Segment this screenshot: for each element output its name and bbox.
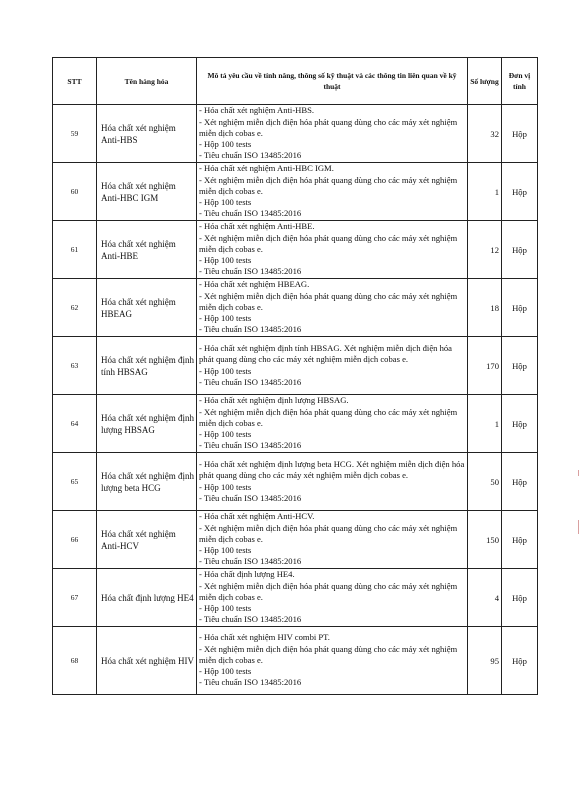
row-number: 67 <box>53 569 97 627</box>
header-quantity: Số lượng <box>468 58 502 105</box>
specification-table <box>52 57 538 695</box>
description-line: - Xét nghiệm miễn dịch điện hóa phát quang dùng cho các máy xét nghiệm miễn dịch cobas e. <box>199 406 458 428</box>
header-description: Mô tả yêu cầu về tính năng, thông số kỹ thuật và các thông tin liên quan về kỹ thuật <box>197 58 468 105</box>
row-number: 68 <box>53 627 97 695</box>
description-line: - Tiêu chuẩn ISO 13485:2016 <box>199 150 302 161</box>
item-quantity: 18 <box>468 279 502 337</box>
item-name: Hóa chất xét nghiệm Anti-HBE <box>97 221 197 279</box>
description-line: - Tiêu chuẩn ISO 13485:2016 <box>199 324 302 335</box>
description-line: - Hóa chất xét nghiệm HBEAG. <box>199 279 310 290</box>
scan-edge-mark <box>578 520 579 534</box>
description-line: - Hộp 100 tests <box>199 603 252 614</box>
table-row <box>53 453 538 511</box>
description-line: - Hóa chất xét nghiệm Anti-HCV. <box>199 511 315 522</box>
description-line: - Hộp 100 tests <box>199 666 252 677</box>
item-unit: Hộp <box>502 511 538 569</box>
row-number: 60 <box>53 163 97 221</box>
item-unit: Hộp <box>502 395 538 453</box>
item-description <box>197 569 468 627</box>
item-quantity: 1 <box>468 395 502 453</box>
item-unit: Hộp <box>502 279 538 337</box>
item-name: Hóa chất xét nghiệm định tính HBSAG <box>97 337 197 395</box>
header-item-name: Tên hàng hóa <box>97 58 197 105</box>
description-line: - Hóa chất định lượng HE4. <box>199 569 295 580</box>
item-unit: Hộp <box>502 337 538 395</box>
table-row <box>53 627 538 695</box>
item-name: Hóa chất xét nghiệm Anti-HCV <box>97 511 197 569</box>
item-name: Hóa chất xét nghiệm HBEAG <box>97 279 197 337</box>
item-unit: Hộp <box>502 163 538 221</box>
table-row <box>53 337 538 395</box>
description-line: - Tiêu chuẩn ISO 13485:2016 <box>199 208 302 219</box>
item-name: Hóa chất xét nghiệm Anti-HBC IGM <box>97 163 197 221</box>
description-line: - Xét nghiệm miễn dịch điện hóa phát quang dùng cho các máy xét nghiệm miễn dịch cobas e. <box>199 174 458 196</box>
item-unit: Hộp <box>502 221 538 279</box>
item-description <box>197 337 468 395</box>
item-name: Hóa chất xét nghiệm Anti-HBS <box>97 105 197 163</box>
row-number: 65 <box>53 453 97 511</box>
description-line: - Hóa chất xét nghiệm định lượng beta HCG. Xét nghiệm miễn dịch điện hóa phát quang dùng cho các máy xét nghiệm miễn dịch cobas e. <box>199 459 465 481</box>
table-header-row <box>53 58 538 105</box>
description-line: - Hóa chất xét nghiệm HIV combi PT. <box>199 632 330 643</box>
item-name: Hóa chất xét nghiệm định lượng beta HCG <box>97 453 197 511</box>
item-description <box>197 163 468 221</box>
item-quantity: 170 <box>468 337 502 395</box>
description-line: - Hóa chất xét nghiệm định lượng HBSAG. <box>199 395 349 406</box>
item-unit: Hộp <box>502 569 538 627</box>
table-row <box>53 511 538 569</box>
row-number: 63 <box>53 337 97 395</box>
description-line: - Hộp 100 tests <box>199 365 252 376</box>
item-quantity: 95 <box>468 627 502 695</box>
description-line: - Tiêu chuẩn ISO 13485:2016 <box>199 440 302 451</box>
scan-edge-mark <box>578 470 579 476</box>
header-stt: STT <box>53 58 97 105</box>
description-line: - Hộp 100 tests <box>199 313 252 324</box>
description-line: - Xét nghiệm miễn dịch điện hóa phát quang dùng cho các máy xét nghiệm miễn dịch cobas e. <box>199 522 458 544</box>
description-line: - Xét nghiệm miễn dịch điện hóa phát quang dùng cho các máy xét nghiệm miễn dịch cobas e. <box>199 643 458 665</box>
item-description <box>197 511 468 569</box>
header-unit: Đơn vị tính <box>502 58 538 105</box>
table-row <box>53 279 538 337</box>
item-name: Hóa chất định lượng HE4 <box>97 569 197 627</box>
table-row <box>53 163 538 221</box>
item-unit: Hộp <box>502 627 538 695</box>
table-row <box>53 221 538 279</box>
description-line: - Hộp 100 tests <box>199 481 252 492</box>
description-line: - Tiêu chuẩn ISO 13485:2016 <box>199 677 302 688</box>
description-line: - Xét nghiệm miễn dịch điện hóa phát quang dùng cho các máy xét nghiệm miễn dịch cobas e. <box>199 290 458 312</box>
description-line: - Hóa chất xét nghiệm Anti-HBS. <box>199 105 315 116</box>
description-line: - Tiêu chuẩn ISO 13485:2016 <box>199 556 302 567</box>
item-quantity: 150 <box>468 511 502 569</box>
description-line: - Tiêu chuẩn ISO 13485:2016 <box>199 492 302 503</box>
item-description <box>197 279 468 337</box>
item-unit: Hộp <box>502 453 538 511</box>
description-line: - Xét nghiệm miễn dịch điện hóa phát quang dùng cho các máy xét nghiệm miễn dịch cobas e. <box>199 580 458 602</box>
item-description <box>197 453 468 511</box>
description-line: - Hộp 100 tests <box>199 255 252 266</box>
item-unit: Hộp <box>502 105 538 163</box>
item-description <box>197 221 468 279</box>
item-quantity: 32 <box>468 105 502 163</box>
description-line: - Tiêu chuẩn ISO 13485:2016 <box>199 376 302 387</box>
item-description <box>197 627 468 695</box>
description-line: - Hộp 100 tests <box>199 429 252 440</box>
item-description <box>197 395 468 453</box>
description-line: - Hộp 100 tests <box>199 197 252 208</box>
description-line: - Hóa chất xét nghiệm Anti-HBE. <box>199 221 315 232</box>
table-row <box>53 395 538 453</box>
description-line: - Xét nghiệm miễn dịch điện hóa phát quang dùng cho các máy xét nghiệm miễn dịch cobas e. <box>199 232 458 254</box>
table-row <box>53 105 538 163</box>
row-number: 64 <box>53 395 97 453</box>
row-number: 61 <box>53 221 97 279</box>
description-line: - Hóa chất xét nghiệm định tính HBSAG. Xét nghiệm miễn dịch điện hóa phát quang dùng cho các máy xét nghiệm miễn dịch cobas e. <box>199 343 452 365</box>
item-quantity: 1 <box>468 163 502 221</box>
item-name: Hóa chất xét nghiệm định lượng HBSAG <box>97 395 197 453</box>
description-line: - Hộp 100 tests <box>199 545 252 556</box>
description-line: - Xét nghiệm miễn dịch điện hóa phát quang dùng cho các máy xét nghiệm miễn dịch cobas e. <box>199 116 458 138</box>
table-row <box>53 569 538 627</box>
item-quantity: 4 <box>468 569 502 627</box>
item-quantity: 12 <box>468 221 502 279</box>
description-line: - Hóa chất xét nghiệm Anti-HBC IGM. <box>199 163 334 174</box>
row-number: 62 <box>53 279 97 337</box>
item-quantity: 50 <box>468 453 502 511</box>
item-description <box>197 105 468 163</box>
item-name: Hóa chất xét nghiệm HIV <box>97 627 197 695</box>
description-line: - Hộp 100 tests <box>199 139 252 150</box>
description-line: - Tiêu chuẩn ISO 13485:2016 <box>199 614 302 625</box>
row-number: 59 <box>53 105 97 163</box>
description-line: - Tiêu chuẩn ISO 13485:2016 <box>199 266 302 277</box>
row-number: 66 <box>53 511 97 569</box>
